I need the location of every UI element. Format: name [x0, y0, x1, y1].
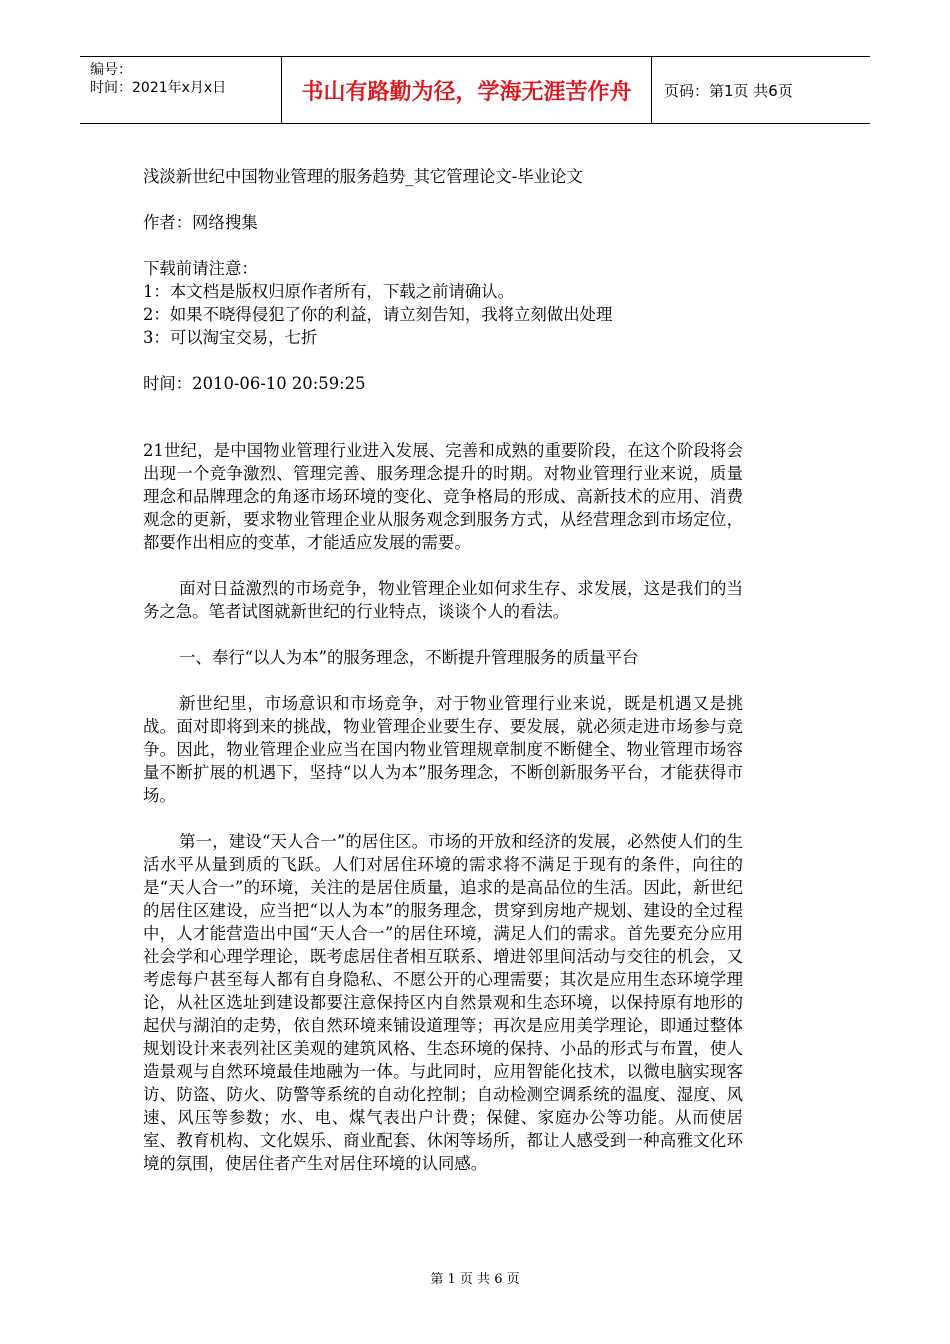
- header-meta: [80, 57, 282, 123]
- doc-title: 浅淡新世纪中国物业管理的服务趋势_其它管理论文-毕业论文: [143, 167, 583, 186]
- document-header: [80, 56, 870, 124]
- header-number-label: 编号：: [90, 62, 132, 78]
- section-heading: 一、奉行“以人为本”的服务理念，不断提升管理服务的质量平台: [179, 648, 639, 667]
- header-date: 时间：2021年x月x日: [90, 80, 227, 96]
- body-paragraph: 新世纪里，市场意识和市场竞争，对于物业管理行业来说，既是机遇又是挑战。面对即将到来的挑战，物业管理企业要生存、要发展，就必须走进市场参与竞争。因此，物业管理企业应当在国内物业管理规章制度不断健全、物业管理市场容量不断扩展的机遇下，坚持“以人为本”服务理念，不断创新服务平台，才能获得市场。: [143, 694, 743, 805]
- doc-author: 作者：网络搜集: [143, 213, 258, 232]
- header-page-info: 页码：第1页 共6页: [664, 81, 793, 100]
- body-paragraph: 第一，建设“天人合一”的居住区。市场的开放和经济的发展，必然使人们的生活水平从量到质的飞跃。人们对居住环境的需求将不满足于现有的条件，向往的是“天人合一”的环境，关注的是居住质量，追求的是高品位的生活。因此，新世纪的居住区建设，应当把“以人为本”的服务理念，贯穿到房地产规划、建设的全过程中，人才能营造出中国“天人合一”的居住环境，满足人们的需求。首先要充分应用社会学和心理学理论，既考虑居住者相互联系、增进邻里间活动与交往的机会，又考虑每户甚至每人都有自身隐私、不愿公开的心理需要；其次是应用生态环境学理论，从社区选址到建设都要注意保持区内自然景观和生态环境，以保持原有地形的起伏与湖泊的走势，依自然环境来铺设道理等；再次是应用美学理论，即通过整体规划设计来表列社区美观的建筑风格、生态环境的保持、小品的形式与布置，使人造景观与自然环境最佳地融为一体。与此同时，应用智能化技术，以微电脑实现客访、防盗、防火、防警等系统的自动化控制；自动检测空调系统的温度、湿度、风速、风压等参数；水、电、煤气表出户计费；保健、家庭办公等功能。从而使居室、教育机构、文化娱乐、商业配套、休闲等场所，都让人感受到一种高雅文化环境的氛围，使居住者产生对居住环境的认同感。: [143, 832, 743, 1173]
- page-footer: 第 1 页 共 6 页: [430, 1272, 520, 1287]
- notice-item: 2：如果不晓得侵犯了你的利益，请立刻告知，我将立刻做出处理: [143, 305, 613, 324]
- notice-item: 3：可以淘宝交易，七折: [143, 328, 318, 347]
- doc-time: 时间：2010-06-10 20:59:25: [143, 374, 366, 393]
- body-paragraph: 21世纪，是中国物业管理行业进入发展、完善和成熟的重要阶段，在这个阶段将会出现一个竞争激烈、管理完善、服务理念提升的时期。对物业管理行业来说，质量理念和品牌理念的角逐市场环境的变化、竞争格局的形成、高新技术的应用、消费观念的更新，要求物业管理企业从服务观念到服务方式，从经营理念到市场定位，都要作出相应的变革，才能适应发展的需要。: [143, 441, 743, 552]
- document-body: [143, 165, 743, 1175]
- notice-item: 1：本文档是版权归原作者所有，下载之前请确认。: [143, 282, 515, 301]
- header-motto: 书山有路勤为径，学海无涯苦作舟: [282, 57, 652, 123]
- body-paragraph: 面对日益激烈的市场竞争，物业管理企业如何求生存、求发展，这是我们的当务之急。笔者试图就新世纪的行业特点，谈谈个人的看法。: [143, 579, 743, 621]
- notice-title: 下载前请注意：: [143, 259, 258, 278]
